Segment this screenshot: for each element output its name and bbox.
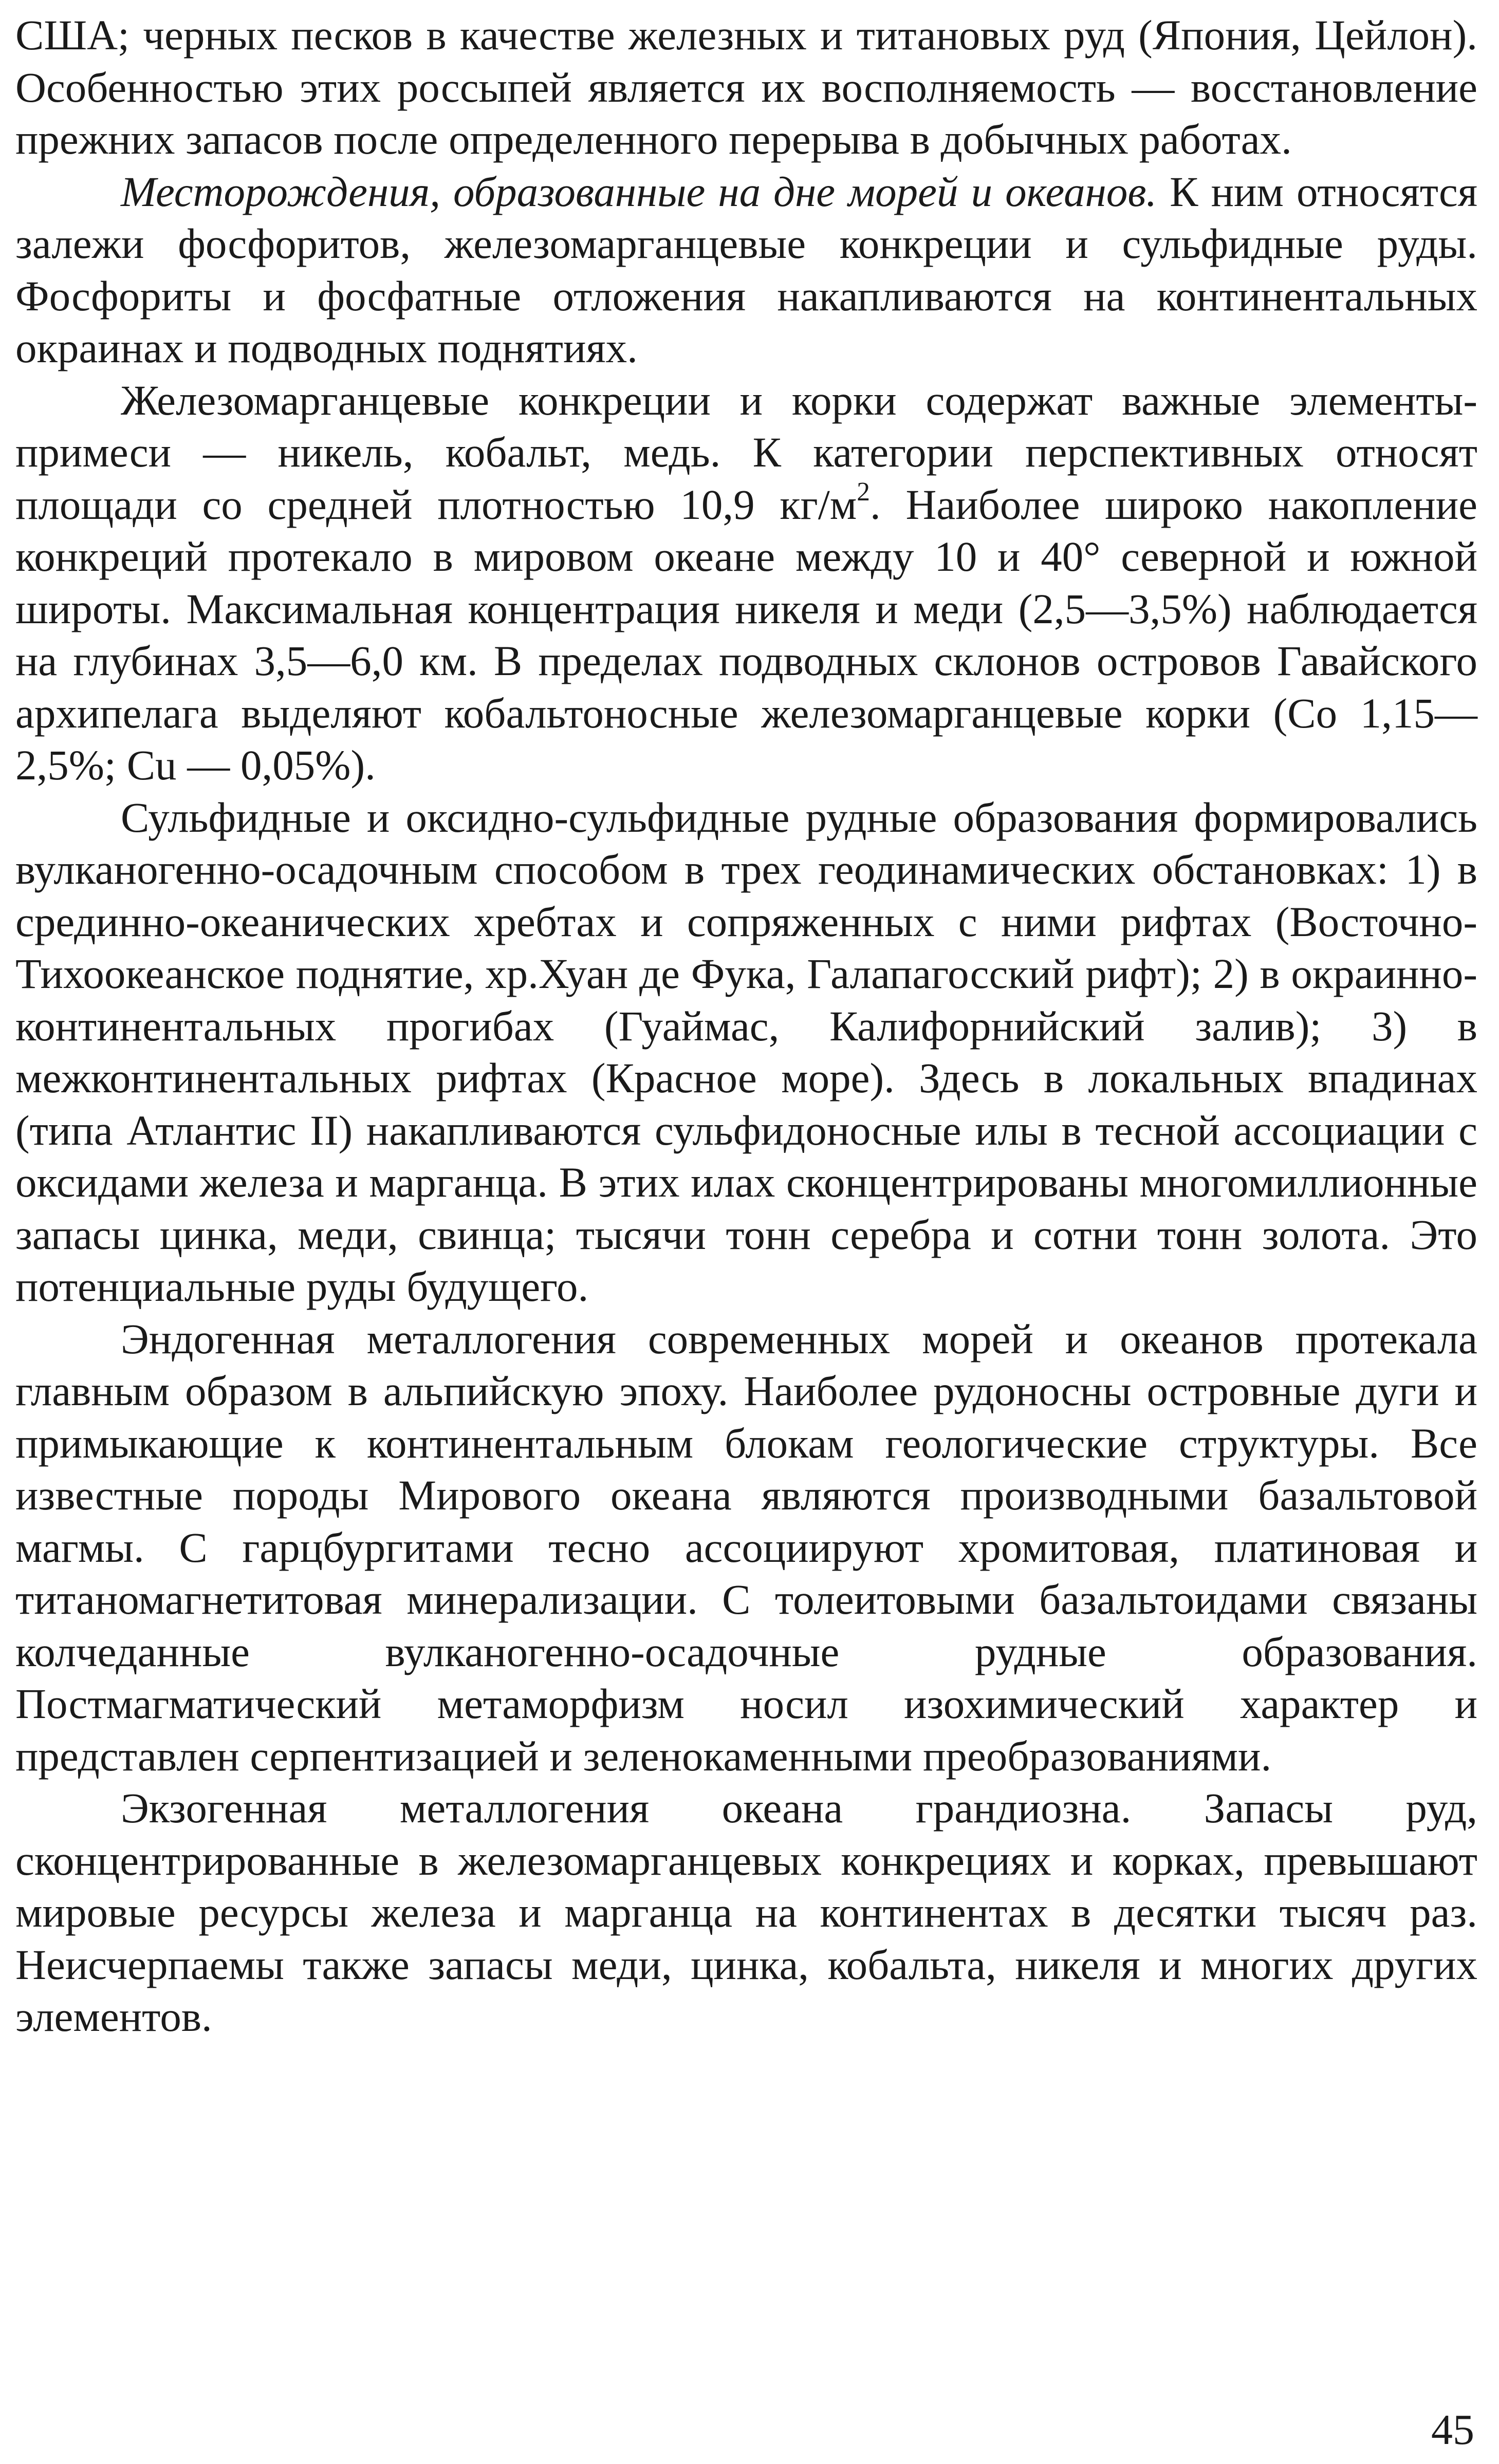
- paragraph-text: К ним относятся залежи фосфоритов, железомарганцевые конкреции и сульфидные руды. Фосфориты и фосфатные отложения накапливаются на континентальных окраинах и подводных поднятиях.: [15, 167, 1478, 371]
- italic-heading: Месторождения, образованные на дне морей и океанов.: [121, 167, 1157, 215]
- paragraph-endogenous-metallogeny: Эндогенная металлогения современных морей и океанов протекала главным образом в альпийскую эпоху. Наиболее рудоносны островные дуги и примыкающие к континентальным блокам геологические структуры. Все известные породы Мирового океана являются производными базальтовой магмы. С гарцбургитами тесно ассоциируют хромитовая, платиновая и титаномагнетитовая минерализации. С толеитовыми базальтоидами связаны колчеданные вулканогенно-осадочные рудные образования. Постмагматический метаморфизм носил изохимический характер и представлен серпентизацией и зеленокаменными преобразованиями.: [15, 1315, 1477, 1780]
- paragraph-seafloor-deposits: [15, 166, 1477, 375]
- paragraph-continued: США; черных песков в качестве железных и титановых руд (Япония, Цейлон). Особенностью этих россыпей является их восполняемость — восстановление прежних запасов после определенного перерыва в добычных работах.: [15, 11, 1477, 163]
- paragraph-sulfide-formations: Сульфидные и оксидно-сульфидные рудные образования формировались вулканогенно-осадочным способом в трех геодинамических обстановках: 1) в срединно-океанических хребтах и сопряженных с ними рифтах (Восточно-Тихоокеанское поднятие, хр.Хуан де Фука, Галапагосский рифт); 2) в окраинно-континентальных прогибах (Гуаймас, Калифорнийский залив); 3) в межконтинентальных рифтах (Красное море). Здесь в локальных впадинах (типа Атлантис II) накапливаются сульфидоносные илы в тесной ассоциации с оксидами железа и марганца. В этих илах сконцентрированы многомиллионные запасы цинка, меди, свинца; тысячи тонн серебра и сотни тонн золота. Это потенциальные руды будущего.: [15, 793, 1477, 1310]
- superscript: 2: [857, 477, 871, 507]
- paragraph-text: Железомарганцевые конкреции и корки содержат важные элементы-примеси — никель, кобальт, медь. К категории перспективных относят площади со средней плотностью 10,9 кг/м: [15, 376, 1477, 528]
- paragraph-ferromanganese-nodules: [15, 375, 1477, 792]
- page-number: 45: [1431, 2406, 1474, 2454]
- paragraph-exogenous-metallogeny: Экзогенная металлогения океана грандиозна. Запасы руд, сконцентрированные в железомарганцевых конкрециях и корках, превышают мировые ресурсы железа и марганца на континентах в десятки тысяч раз. Неисчерпаемы также запасы меди, цинка, кобальта, никеля и многих других элементов.: [15, 1784, 1477, 2040]
- page-body-text: [15, 9, 1477, 2043]
- paragraph-text-continued: . Наиболее широко накопление конкреций протекало в мировом океане между 10 и 40° северной и южной широты. Максимальная концентрация никеля и меди (2,5—3,5%) наблюдается на глубинах 3,5—6,0 км. В пределах подводных склонов островов Гавайского архипелага выделяют кобальтоносные железомарганцевые корки (Co 1,15—2,5%; Cu — 0,05%).: [15, 480, 1477, 789]
